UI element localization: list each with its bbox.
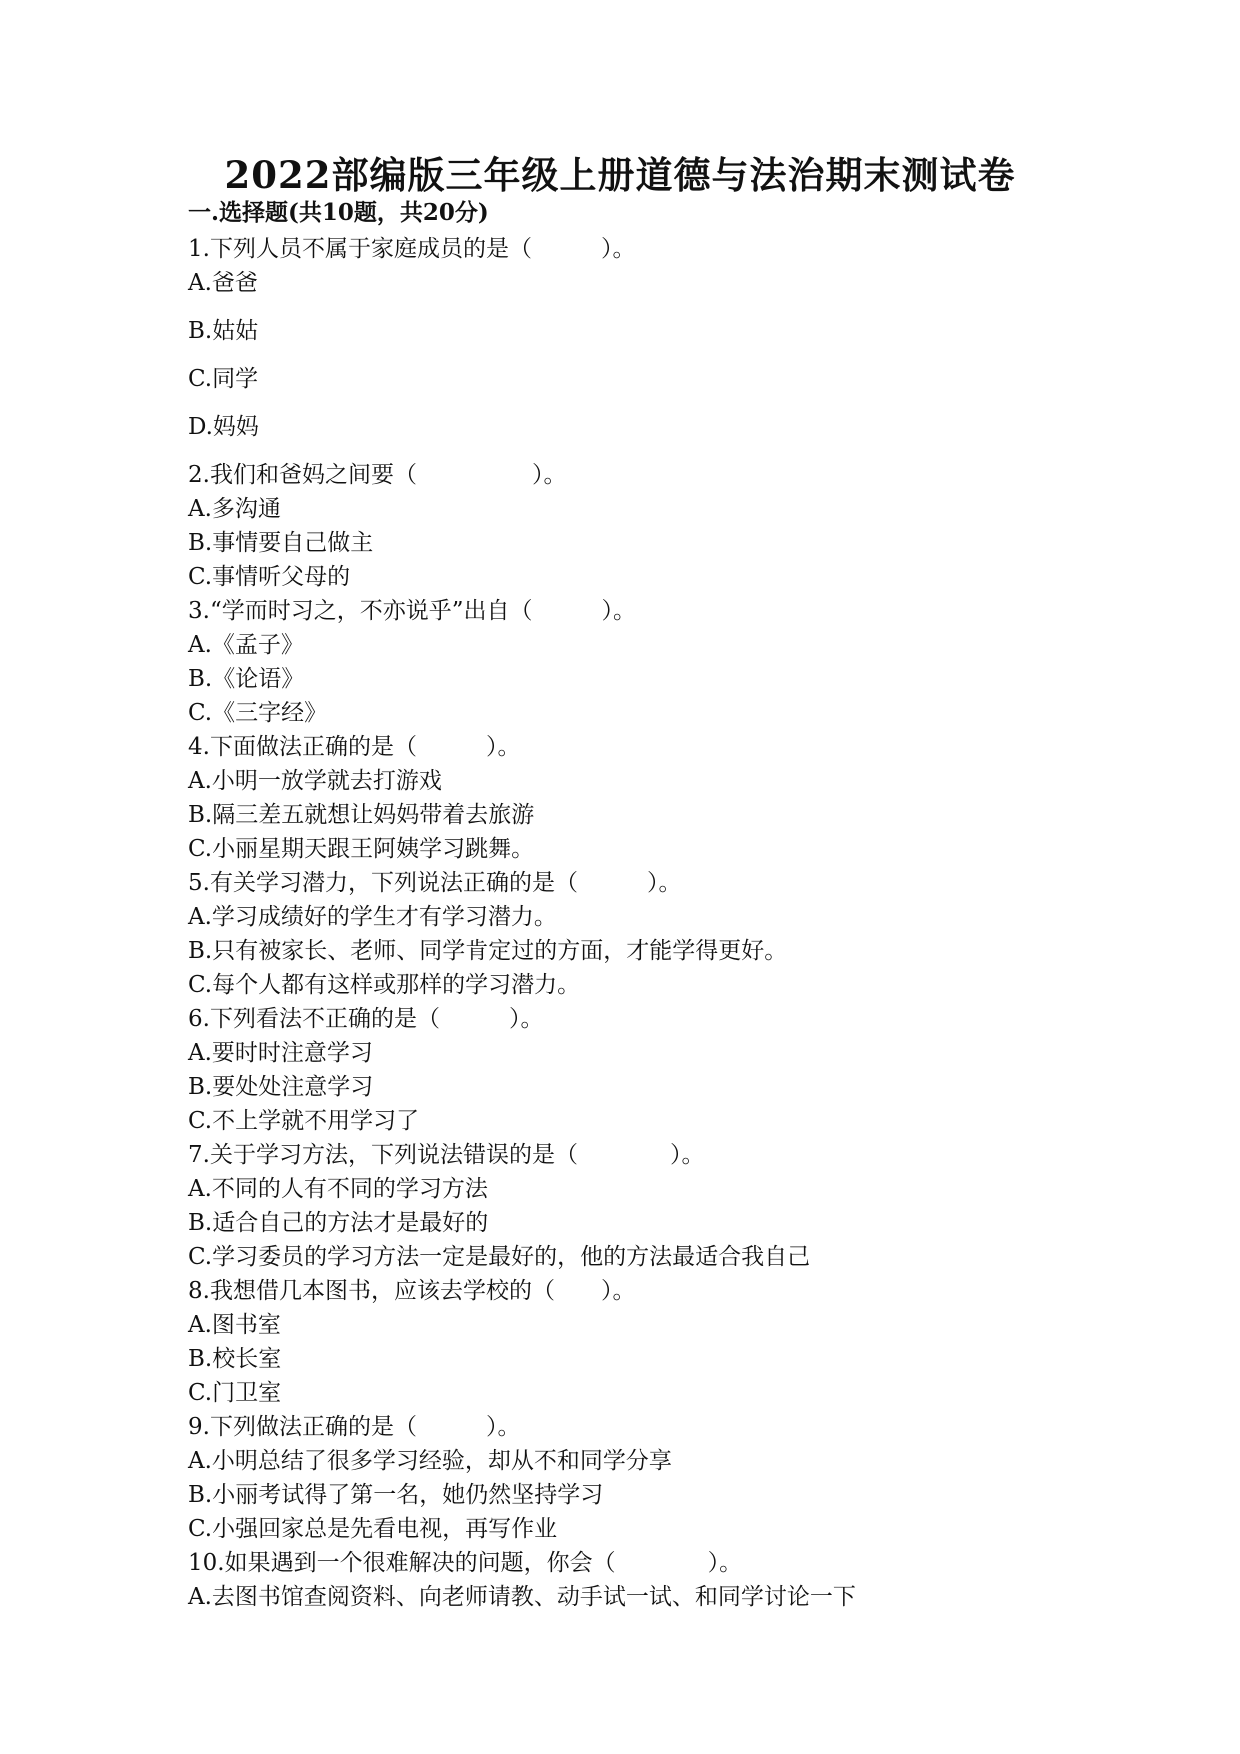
option-c: C.小强回家总是先看电视，再写作业 (188, 1516, 558, 1542)
option-c: C.同学 (188, 366, 259, 392)
question-1 (188, 232, 1168, 458)
question-2 (188, 458, 1168, 594)
question-4 (188, 730, 1168, 866)
option-c: C.事情听父母的 (188, 564, 351, 590)
question-9 (188, 1410, 1168, 1546)
question-stem: 7.关于学习方法，下列说法错误的是（ ）。 (188, 1142, 705, 1168)
question-stem: 2.我们和爸妈之间要（ ）。 (188, 462, 567, 488)
option-b: B.要处处注意学习 (188, 1074, 374, 1100)
option-b: B.只有被家长、老师、同学肯定过的方面，才能学得更好。 (188, 938, 788, 964)
question-list (188, 232, 1168, 1614)
question-stem: 9.下列做法正确的是（ ）。 (188, 1414, 521, 1440)
option-a: A.小明总结了很多学习经验，却从不和同学分享 (188, 1448, 672, 1474)
option-b: B.校长室 (188, 1346, 282, 1372)
question-7 (188, 1138, 1168, 1274)
option-b: B.《论语》 (188, 666, 305, 692)
option-c: C.门卫室 (188, 1380, 282, 1406)
option-a: A.图书室 (188, 1312, 281, 1338)
question-6 (188, 1002, 1168, 1138)
option-c: C.学习委员的学习方法一定是最好的，他的方法最适合我自己 (188, 1244, 811, 1270)
option-a: A.《孟子》 (188, 632, 304, 658)
question-stem: 5.有关学习潜力，下列说法正确的是（ ）。 (188, 870, 682, 896)
option-b: B.事情要自己做主 (188, 530, 374, 556)
question-8 (188, 1274, 1168, 1410)
option-b: B.适合自己的方法才是最好的 (188, 1210, 489, 1236)
question-5 (188, 866, 1168, 1002)
option-c: C.不上学就不用学习了 (188, 1108, 420, 1134)
option-b: B.小丽考试得了第一名，她仍然坚持学习 (188, 1482, 604, 1508)
question-stem: 10.如果遇到一个很难解决的问题，你会（ ）。 (188, 1550, 743, 1576)
option-c: C.小丽星期天跟王阿姨学习跳舞。 (188, 836, 535, 862)
option-a: A.爸爸 (188, 270, 258, 296)
option-a: A.要时时注意学习 (188, 1040, 373, 1066)
question-stem: 1.下列人员不属于家庭成员的是（ ）。 (188, 236, 636, 262)
question-stem: 8.我想借几本图书，应该去学校的（ ）。 (188, 1278, 636, 1304)
question-stem: 3.“学而时习之，不亦说乎”出自（ ）。 (188, 598, 636, 624)
section-heading: 一.选择题(共10题，共20分) (188, 199, 489, 226)
option-b: B.姑姑 (188, 318, 259, 344)
option-a: A.去图书馆查阅资料、向老师请教、动手试一试、和同学讨论一下 (188, 1584, 856, 1610)
option-a: A.学习成绩好的学生才有学习潜力。 (188, 904, 557, 930)
page-title: 2022部编版三年级上册道德与法治期末测试卷 (224, 153, 1016, 197)
option-a: A.多沟通 (188, 496, 281, 522)
option-a: A.小明一放学就去打游戏 (188, 768, 442, 794)
option-c: C.每个人都有这样或那样的学习潜力。 (188, 972, 581, 998)
option-c: C.《三字经》 (188, 700, 328, 726)
question-3 (188, 594, 1168, 730)
option-b: B.隔三差五就想让妈妈带着去旅游 (188, 802, 535, 828)
option-a: A.不同的人有不同的学习方法 (188, 1176, 488, 1202)
question-10 (188, 1546, 1168, 1614)
question-stem: 6.下列看法不正确的是（ ）。 (188, 1006, 544, 1032)
option-d: D.妈妈 (188, 414, 259, 440)
question-stem: 4.下面做法正确的是（ ）。 (188, 734, 521, 760)
